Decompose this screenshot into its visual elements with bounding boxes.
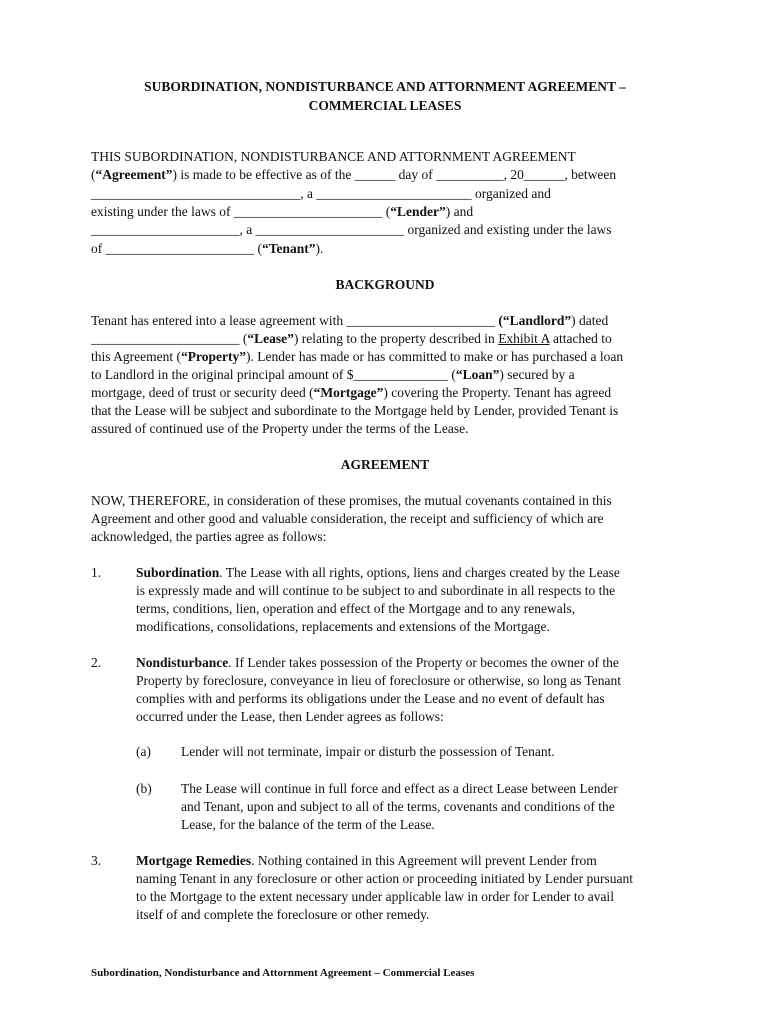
subsection-b-line: and Tenant, upon and subject to all of the terms, covenants and conditions of the	[181, 799, 615, 814]
subsection-a-line: Lender will not terminate, impair or disturb the possession of Tenant.	[181, 744, 555, 759]
section-3-line: naming Tenant in any foreclosure or other action or proceeding initiated by Lender pursuant	[136, 871, 634, 886]
agreement-line: Agreement and other good and valuable consideration, the receipt and sufficiency of which are	[91, 511, 604, 526]
section-1-line: Subordination. The Lease with all rights, options, liens and charges created by the Lease	[136, 565, 620, 580]
background-line: that the Lease will be subject and subordinate to the Mortgage held by Lender, provided Tenant is	[91, 403, 619, 418]
section-3-line: to the Mortgage to the extent necessary under applicable law in order for Lender to avail	[136, 889, 614, 904]
subsection-b-line: The Lease will continue in full force and effect as a direct Lease between Lender	[181, 781, 618, 796]
subsection-b-line: Lease, for the balance of the term of the Lease.	[181, 817, 435, 832]
lease-term: “Lease”	[247, 331, 294, 346]
section-3-line: itself of and complete the foreclosure or other remedy.	[136, 907, 430, 922]
document-title	[0, 77, 770, 115]
agreement-line: NOW, THEREFORE, in consideration of these promises, the mutual covenants contained in this	[91, 493, 612, 508]
section-2-title: Nondisturbance	[136, 655, 229, 670]
page-footer: Subordination, Nondisturbance and Attornment Agreement – Commercial Leases	[91, 967, 475, 979]
background-line: this Agreement (“Property”). Lender has made or has committed to make or has purchased a loan	[91, 349, 624, 364]
section-number: 1.	[91, 565, 102, 580]
lender-term: “Lender”	[390, 204, 446, 219]
intro-line: existing under the laws of ______________________ (“Lender”) and	[91, 204, 474, 219]
background-line: Tenant has entered into a lease agreement with ______________________ (“Landlord”) dated	[91, 313, 609, 328]
section-2-line: Nondisturbance. If Lender takes possession of the Property or becomes the owner of the	[136, 655, 619, 670]
section-1-title: Subordination	[136, 565, 220, 580]
background-line: assured of continued use of the Property under the terms of the Lease.	[91, 421, 469, 436]
background-line: to Landlord in the original principal amount of $______________ (“Loan”) secured by a	[91, 367, 575, 382]
subsection-label-a: (a)	[136, 744, 151, 759]
section-1-line: is expressly made and will continue to be subject to and subordinate in all respects to the	[136, 583, 616, 598]
section-2-line: Property by foreclosure, conveyance in lieu of foreclosure or otherwise, so long as Tenant	[136, 673, 622, 688]
section-3-title: Mortgage Remedies	[136, 853, 252, 868]
title-line-2: COMMERCIAL LEASES	[308, 98, 462, 113]
tenant-term: “Tenant”	[262, 241, 316, 256]
background-line: ______________________ (“Lease”) relating to the property described in Exhibit A attached to	[91, 331, 612, 346]
title-line-1: SUBORDINATION, NONDISTURBANCE AND ATTORNMENT AGREEMENT –	[144, 79, 626, 94]
landlord-term: (“Landlord”	[498, 313, 572, 328]
intro-line: of ______________________ (“Tenant”).	[91, 241, 324, 256]
agreement-heading: AGREEMENT	[340, 457, 430, 472]
background-heading: BACKGROUND	[335, 277, 435, 292]
loan-term: “Loan”	[455, 367, 500, 382]
intro-line: THIS SUBORDINATION, NONDISTURBANCE AND ATTORNMENT AGREEMENT	[91, 149, 576, 164]
section-1-line: modifications, consolidations, replacements and extensions of the Mortgage.	[136, 619, 550, 634]
mortgage-term: “Mortgage”	[313, 385, 384, 400]
background-line: mortgage, deed of trust or security deed (“Mortgage”) covering the Property. Tenant has agreed	[91, 385, 612, 400]
intro-line: ______________________, a ______________________ organized and existing under the laws	[91, 222, 612, 237]
subsection-label-b: (b)	[136, 781, 152, 796]
exhibit-a-reference: Exhibit A	[498, 331, 550, 346]
section-1-line: terms, conditions, lien, operation and effect of the Mortgage and to any renewals,	[136, 601, 576, 616]
section-number: 3.	[91, 853, 102, 868]
section-2-line: occurred under the Lease, then Lender agrees as follows:	[136, 709, 444, 724]
section-3-line: Mortgage Remedies. Nothing contained in this Agreement will prevent Lender from	[136, 853, 597, 868]
property-term: “Property”	[180, 349, 246, 364]
section-number: 2.	[91, 655, 102, 670]
agreement-term: “Agreement”	[95, 167, 173, 182]
intro-line: _______________________________, a _______________________ organized and	[91, 186, 551, 201]
agreement-line: acknowledged, the parties agree as follows:	[91, 529, 327, 544]
intro-line: (“Agreement”) is made to be effective as of the ______ day of __________, 20______, between	[91, 167, 617, 182]
section-2-line: complies with and performs its obligations under the Lease and no event of default has	[136, 691, 605, 706]
